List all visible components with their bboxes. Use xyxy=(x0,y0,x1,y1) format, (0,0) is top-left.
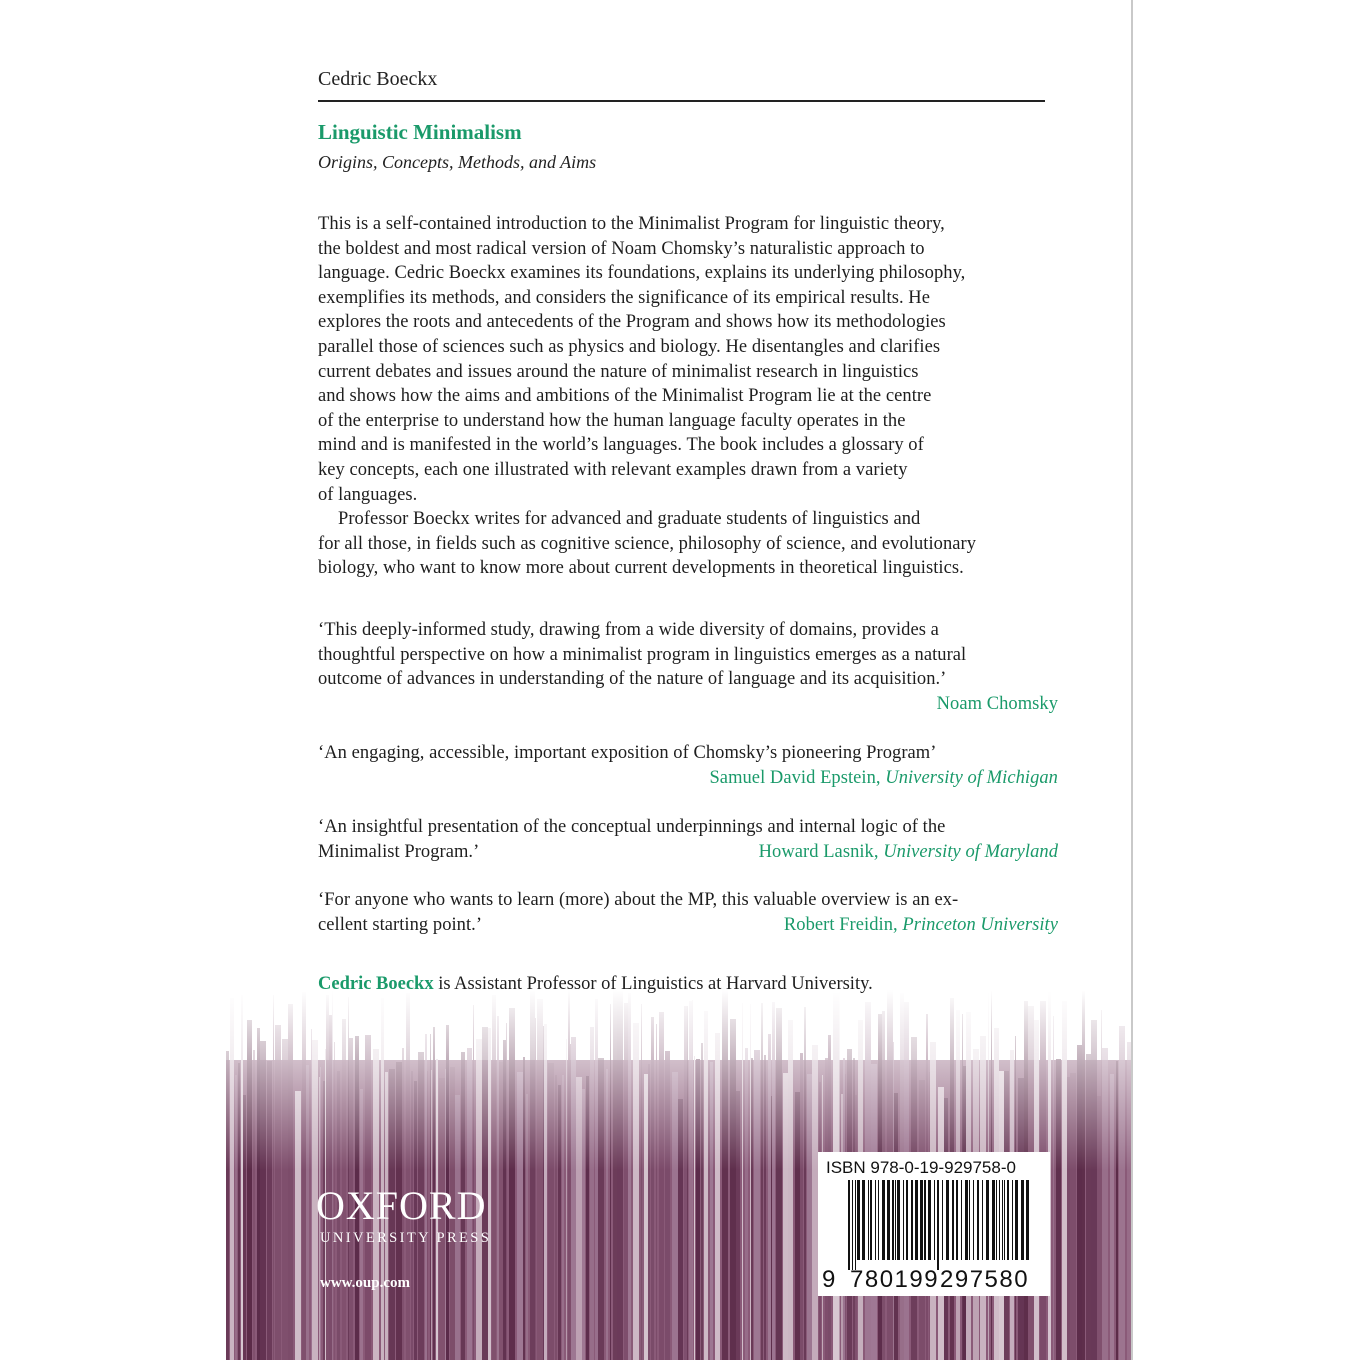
endorser-affiliation: University of Maryland xyxy=(883,842,1058,862)
desc-line: of the enterprise to understand how the human language faculty operates in the xyxy=(318,410,906,431)
endorser-attribution xyxy=(709,766,1058,791)
desc-line: key concepts, each one illustrated with relevant examples drawn from a variety xyxy=(318,459,908,480)
endorser-affiliation: University of Michigan xyxy=(885,768,1058,788)
barcode-digit-first: 9 xyxy=(822,1266,837,1293)
book-title: Linguistic Minimalism xyxy=(318,120,522,144)
quote-line: ‘This deeply-informed study, drawing from a wide diversity of domains, provides a xyxy=(318,620,939,640)
desc-line: biology, who want to know more about current developments in theoretical linguistics. xyxy=(318,558,964,579)
endorsement-lasnik xyxy=(318,815,1058,867)
desc-line: current debates and issues around the nature of minimalist research in linguistics xyxy=(318,361,919,382)
desc-line: parallel those of sciences such as physics and biology. He disentangles and clarifies xyxy=(318,336,941,357)
desc-line: Professor Boeckx writes for advanced and graduate students of linguistics and xyxy=(338,509,921,530)
endorser-name: Howard Lasnik, xyxy=(758,842,879,862)
oxford-logo: OXFORD xyxy=(316,1183,487,1228)
desc-line: for all those, in fields such as cognitive science, philosophy of science, and evolutionary xyxy=(318,533,977,554)
barcode-digits-right: 297580 xyxy=(940,1266,1030,1293)
publisher-press: UNIVERSITY PRESS xyxy=(320,1230,492,1246)
quote-line: ‘An insightful presentation of the conceptual underpinnings and internal logic of the xyxy=(318,817,946,837)
desc-line: language. Cedric Boeckx examines its foundations, explains its underlying philosophy, xyxy=(318,263,966,284)
quote-line: ‘For anyone who wants to learn (more) about the MP, this valuable overview is an ex- xyxy=(318,890,959,910)
desc-line: This is a self-contained introduction to the Minimalist Program for linguistic theory, xyxy=(318,214,945,234)
desc-line: exemplifies its methods, and considers the significance of its empirical results. He xyxy=(318,287,930,308)
desc-line: the boldest and most radical version of Noam Chomsky’s naturalistic approach to xyxy=(318,238,925,259)
endorsement-epstein xyxy=(318,741,1058,793)
quote-line: thoughtful perspective on how a minimalist program in linguistics emerges as a natural xyxy=(318,644,967,665)
endorser-name: Noam Chomsky xyxy=(936,694,1058,714)
endorser-affiliation: Princeton University xyxy=(902,915,1058,935)
endorsement-chomsky xyxy=(318,618,1058,718)
barcode-digits-left: 780199 xyxy=(850,1266,940,1293)
publisher-url[interactable]: www.oup.com xyxy=(320,1275,411,1291)
quote-line: Minimalist Program.’ xyxy=(318,841,480,862)
isbn-barcode xyxy=(818,1152,1050,1296)
page-edge xyxy=(1131,0,1133,1360)
quote-line: cellent starting point.’ xyxy=(318,914,483,935)
isbn-label: ISBN 978-0-19-929758-0 xyxy=(826,1158,1016,1177)
back-cover xyxy=(226,0,1132,1360)
author-bio xyxy=(318,974,873,995)
description xyxy=(318,212,1078,581)
quote-line: outcome of advances in understanding of the nature of language and its acquisition.’ xyxy=(318,669,947,690)
book-subtitle: Origins, Concepts, Methods, and Aims xyxy=(318,152,597,172)
barcode-bars xyxy=(846,1180,1036,1270)
endorser-name: Robert Freidin, xyxy=(783,915,898,935)
quote-line: ‘An engaging, accessible, important exposition of Chomsky’s pioneering Program’ xyxy=(318,743,937,763)
endorser-attribution xyxy=(759,840,1058,865)
cover-author: Cedric Boeckx xyxy=(318,68,438,90)
desc-line: and shows how the aims and ambitions of the Minimalist Program lie at the centre xyxy=(318,386,932,407)
endorser-name: Samuel David Epstein, xyxy=(709,768,881,788)
endorser-attribution xyxy=(784,913,1058,938)
desc-line: explores the roots and antecedents of the Program and shows how its methodologies xyxy=(318,312,946,333)
desc-line: mind and is manifested in the world’s languages. The book includes a glossary of xyxy=(318,435,924,456)
desc-line: of languages. xyxy=(318,484,418,505)
bio-text: is Assistant Professor of Linguistics at Harvard University. xyxy=(433,974,873,994)
header-rule xyxy=(318,100,1045,102)
endorsement-freidin xyxy=(318,888,1058,940)
bio-name: Cedric Boeckx xyxy=(318,974,434,994)
